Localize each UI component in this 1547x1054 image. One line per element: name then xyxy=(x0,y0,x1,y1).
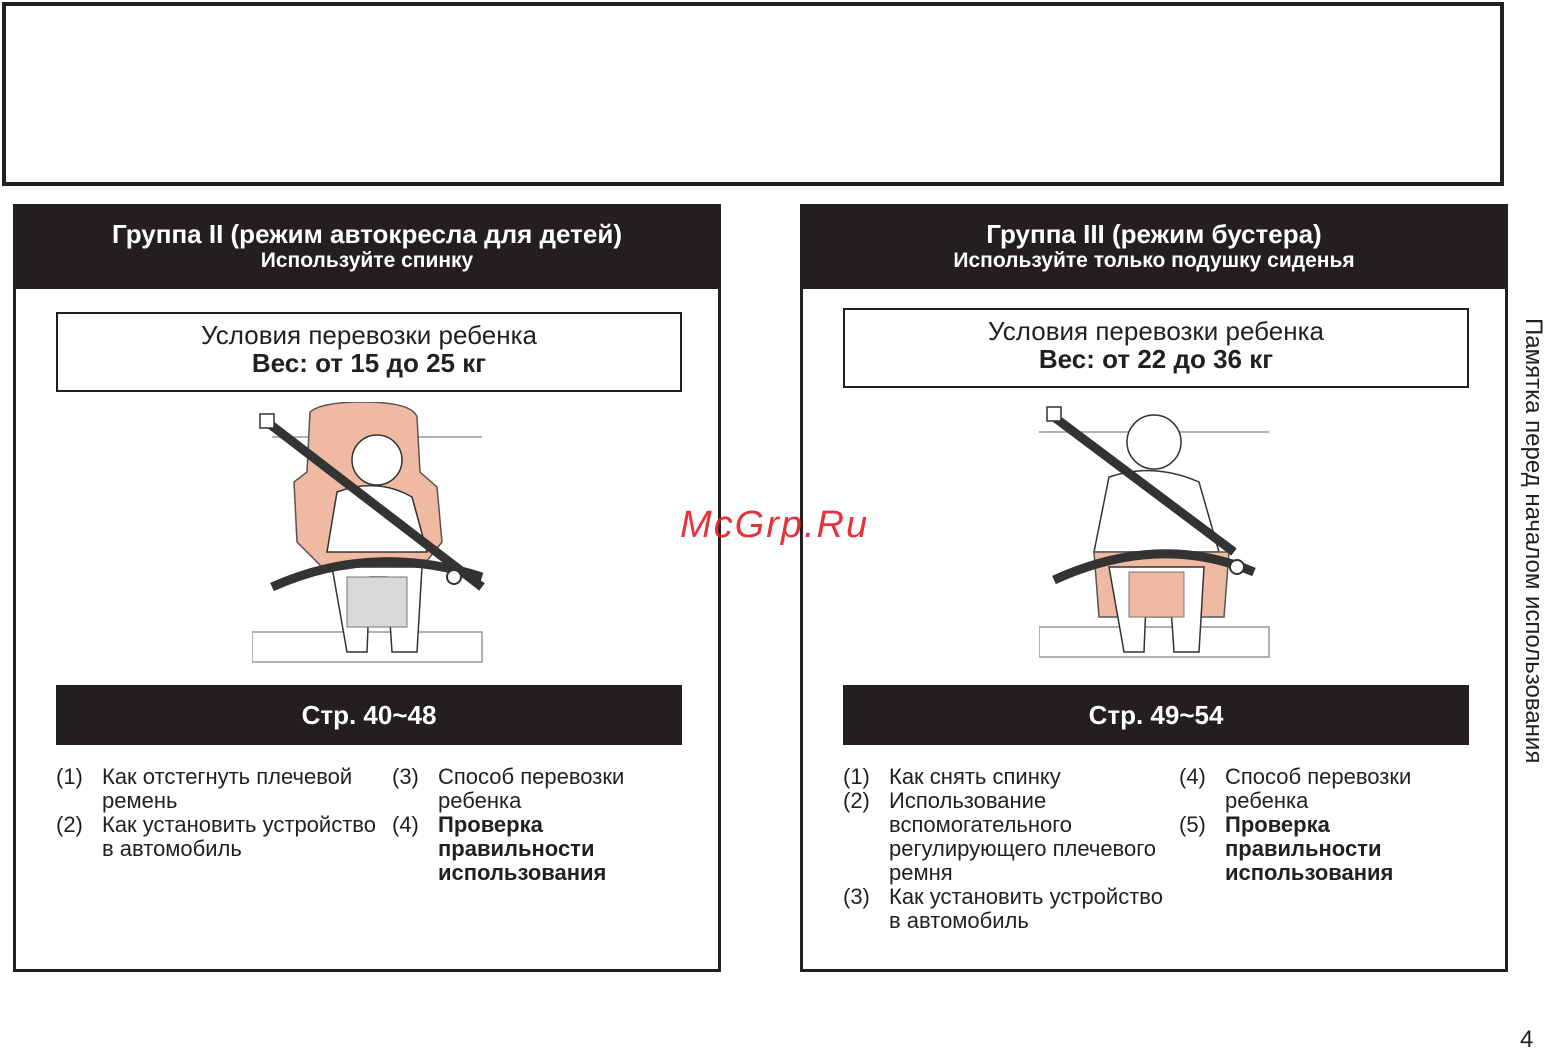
header-frame xyxy=(2,2,1504,186)
watermark: McGrp.Ru xyxy=(680,504,870,546)
list-item xyxy=(392,813,692,885)
item-text: Как установить устройство в автомобиль xyxy=(889,884,1163,933)
child-seat-illustration xyxy=(252,402,492,677)
item-text: Способ перевозки ребенка xyxy=(1225,764,1412,813)
panel-subtitle: Используйте только подушку сиденья xyxy=(953,249,1355,272)
list-item xyxy=(843,885,1163,933)
group-2-panel xyxy=(13,204,721,972)
side-section-label: Памятка перед началом использования xyxy=(1520,318,1547,764)
item-text: Проверка правильности использования xyxy=(438,812,607,885)
item-number: (4) xyxy=(392,812,419,837)
item-number: (3) xyxy=(843,884,870,909)
conditions-title: Условия перевозки ребенка xyxy=(201,320,537,350)
panel-title: Группа II (режим автокресла для детей) xyxy=(112,219,622,249)
booster-illustration xyxy=(1039,402,1279,677)
panel-subtitle: Используйте спинку xyxy=(260,249,474,272)
item-text: Как отстегнуть плечевой ремень xyxy=(102,764,353,813)
item-text: Проверка правильности использования xyxy=(1225,812,1394,885)
conditions-weight: Вес: от 15 до 25 кг xyxy=(251,348,487,378)
page-range-bar: Стр. 40~48 xyxy=(56,685,682,745)
list-item xyxy=(843,765,1163,789)
item-number: (5) xyxy=(1179,812,1206,837)
item-text: Использование вспомогательного регулирующего плечевого ремня xyxy=(889,788,1157,885)
item-text: Способ перевозки ребенка xyxy=(438,764,625,813)
steps-list-col2 xyxy=(392,765,692,885)
list-item xyxy=(1179,813,1479,885)
item-text: Как установить устройство в автомобиль xyxy=(102,812,376,861)
steps-list-col1 xyxy=(843,765,1163,933)
list-item xyxy=(56,813,376,861)
list-item xyxy=(392,765,692,813)
list-item xyxy=(843,789,1163,885)
list-item xyxy=(56,765,376,813)
item-number: (1) xyxy=(843,764,870,789)
page-number: 4 xyxy=(1520,1026,1534,1053)
panel-title: Группа III (режим бустера) xyxy=(986,219,1322,249)
steps-list-col2 xyxy=(1179,765,1479,885)
panel-header xyxy=(16,207,718,289)
steps-list-col1 xyxy=(56,765,376,861)
list-item xyxy=(1179,765,1479,813)
item-number: (3) xyxy=(392,764,419,789)
panel-header xyxy=(803,207,1505,289)
item-number: (4) xyxy=(1179,764,1206,789)
item-text: Как снять спинку xyxy=(889,764,1061,789)
conditions-box xyxy=(843,308,1469,388)
page-range-bar: Стр. 49~54 xyxy=(843,685,1469,745)
item-number: (2) xyxy=(56,812,83,837)
item-number: (2) xyxy=(843,788,870,813)
conditions-weight: Вес: от 22 до 36 кг xyxy=(1038,344,1274,374)
conditions-box xyxy=(56,312,682,392)
group-3-panel xyxy=(800,204,1508,972)
conditions-title: Условия перевозки ребенка xyxy=(988,316,1324,346)
item-number: (1) xyxy=(56,764,83,789)
